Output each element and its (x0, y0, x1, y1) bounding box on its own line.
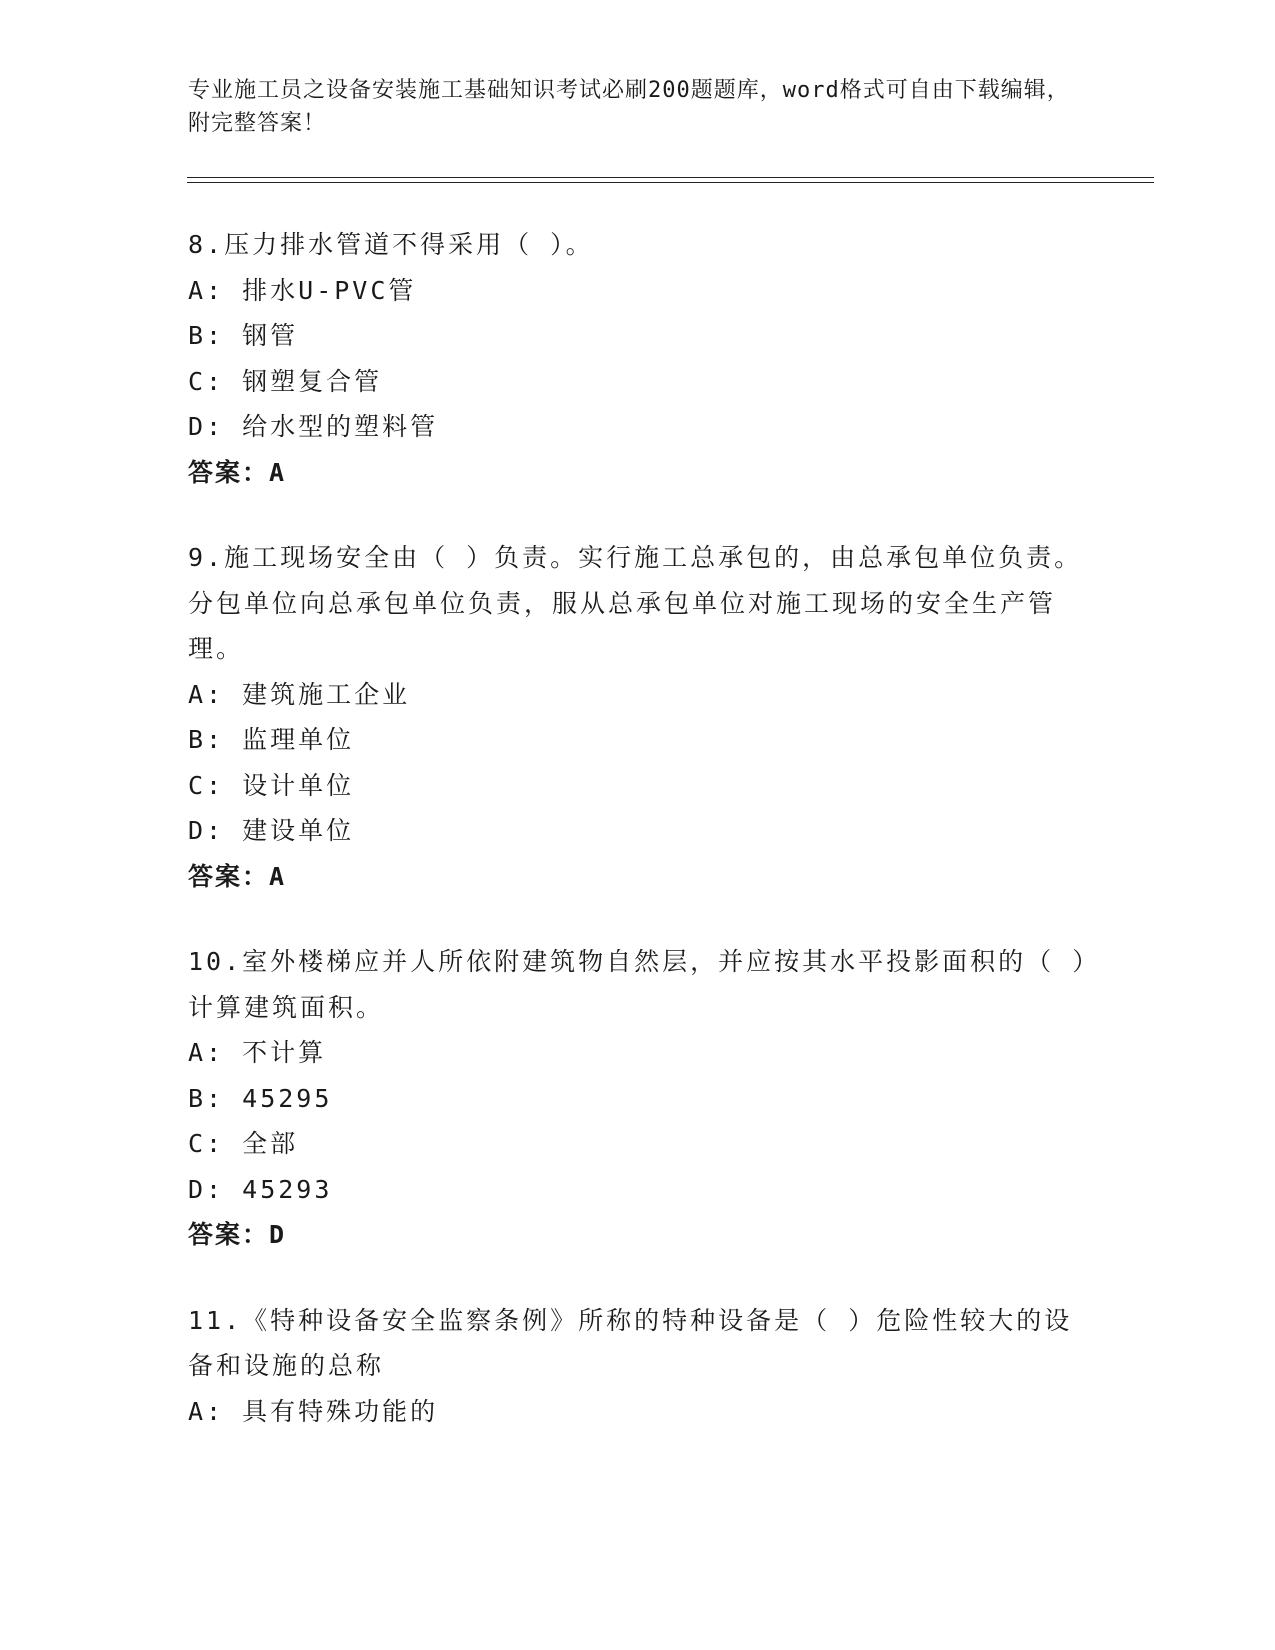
option-d: D: 45293 (188, 1174, 333, 1204)
question-text: 11.《特种设备安全监察条例》所称的特种设备是（ ）危险性较大的设备和设施的总称 (188, 1305, 1073, 1380)
option-a: A: 建筑施工企业 (188, 679, 411, 709)
header-text: 专业施工员之设备安装施工基础知识考试必刷200题题库，word格式可自由下载编辑，附完整答案！ (188, 78, 1070, 136)
answer: 答案：A (188, 457, 287, 487)
option-a: A: 具有特殊功能的 (188, 1396, 439, 1426)
option-d: D: 给水型的塑料管 (188, 412, 439, 441)
document-header (188, 74, 1088, 140)
header-divider-top (187, 177, 1154, 178)
option-b: B: 45295 (188, 1083, 333, 1113)
option-b: B: 钢管 (188, 321, 299, 350)
option-b: B: 监理单位 (188, 725, 355, 754)
option-a: A: 排水U-PVC管 (188, 275, 417, 305)
question-list (188, 222, 1088, 1474)
question-8 (188, 222, 1088, 495)
option-c: C: 全部 (188, 1129, 299, 1158)
option-d: D: 建设单位 (188, 816, 355, 845)
question-9 (188, 535, 1088, 899)
answer: 答案：D (188, 1220, 287, 1249)
option-a: A: 不计算 (188, 1038, 327, 1067)
question-10 (188, 939, 1088, 1258)
question-text: 10.室外楼梯应并人所依附建筑物自然层，并应按其水平投影面积的（ ）计算建筑面积。 (188, 947, 1088, 1022)
option-c: C: 钢塑复合管 (188, 366, 383, 396)
question-text: 9.施工现场安全由（ ）负责。实行施工总承包的，由总承包单位负责。分包单位向总承包单位负责，服从总承包单位对施工现场的安全生产管理。 (188, 543, 1083, 663)
answer: 答案：A (188, 861, 287, 891)
question-text: 8.压力排水管道不得采用（ ）。 (188, 230, 594, 259)
header-divider-bottom (187, 182, 1154, 183)
option-c: C: 设计单位 (188, 770, 355, 800)
question-11 (188, 1298, 1088, 1435)
